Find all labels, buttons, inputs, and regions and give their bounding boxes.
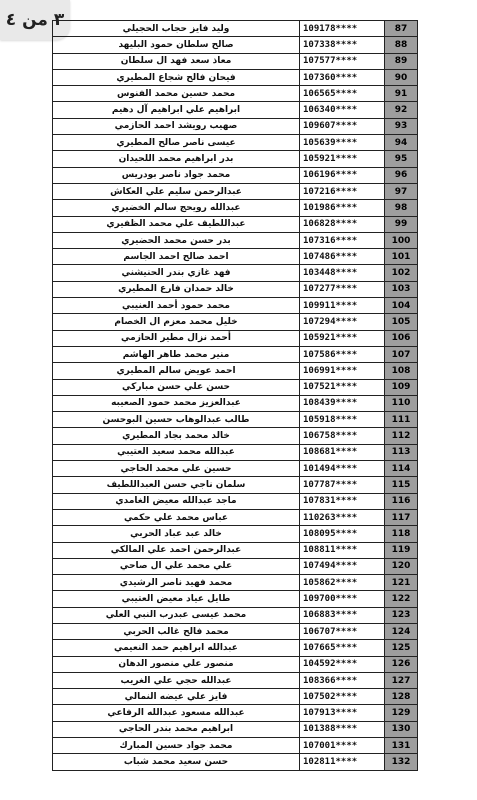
id-cell: 108095**** — [300, 526, 385, 542]
row-number-cell: 119 — [385, 542, 418, 558]
name-cell: عبدالرحمن احمد علي المالكي — [53, 542, 300, 558]
id-cell: 107294**** — [300, 314, 385, 330]
row-number-cell: 91 — [385, 86, 418, 102]
table-row — [53, 265, 418, 281]
id-cell: 107831**** — [300, 493, 385, 509]
row-number-cell: 95 — [385, 151, 418, 167]
name-cell: ابراهيم علي ابراهيم آل دهيم — [53, 102, 300, 118]
name-cell: حسن سعيد محمد شباب — [53, 754, 300, 770]
table-row — [53, 118, 418, 134]
row-number-cell: 105 — [385, 314, 418, 330]
id-cell: 106758**** — [300, 428, 385, 444]
name-cell: محمد فهيد ناصر الرشيدي — [53, 575, 300, 591]
id-cell: 107277**** — [300, 281, 385, 297]
row-number-cell: 115 — [385, 477, 418, 493]
id-cell: 109911**** — [300, 298, 385, 314]
id-cell: 107913**** — [300, 705, 385, 721]
id-cell: 106565**** — [300, 86, 385, 102]
name-cell: محمد عيسى عبدرب النبي العلي — [53, 607, 300, 623]
row-number-cell: 97 — [385, 183, 418, 199]
name-cell: عبدالعزيز محمد حمود الصعيبه — [53, 395, 300, 411]
name-cell: احمد عويض سالم المطيري — [53, 363, 300, 379]
table-row — [53, 509, 418, 525]
table-row — [53, 656, 418, 672]
table-row — [53, 379, 418, 395]
id-cell: 106883**** — [300, 607, 385, 623]
row-number-cell: 103 — [385, 281, 418, 297]
id-cell: 107338**** — [300, 37, 385, 53]
table-row — [53, 623, 418, 639]
name-cell: عبدالله رويحج سالم الخضيري — [53, 200, 300, 216]
name-cell: طايل عياد معيض العتيبي — [53, 591, 300, 607]
table-row — [53, 689, 418, 705]
id-cell: 106340**** — [300, 102, 385, 118]
table-row — [53, 754, 418, 770]
table-row — [53, 200, 418, 216]
names-table — [52, 20, 418, 771]
table-row — [53, 526, 418, 542]
table-row — [53, 135, 418, 151]
row-number-cell: 90 — [385, 69, 418, 85]
row-number-cell: 120 — [385, 558, 418, 574]
row-number-cell: 96 — [385, 167, 418, 183]
row-number-cell: 99 — [385, 216, 418, 232]
name-cell: عبدالله محمد سعيد العتيبي — [53, 444, 300, 460]
id-cell: 108366**** — [300, 672, 385, 688]
id-cell: 101388**** — [300, 721, 385, 737]
id-cell: 107665**** — [300, 640, 385, 656]
name-cell: محمد حسين محمد الفنوس — [53, 86, 300, 102]
row-number-cell: 113 — [385, 444, 418, 460]
table-row — [53, 314, 418, 330]
table-row — [53, 281, 418, 297]
name-cell: عباس محمد علي حكمي — [53, 509, 300, 525]
id-cell: 109607**** — [300, 118, 385, 134]
id-cell: 105639**** — [300, 135, 385, 151]
row-number-cell: 124 — [385, 623, 418, 639]
table-row — [53, 395, 418, 411]
row-number-cell: 98 — [385, 200, 418, 216]
row-number-cell: 125 — [385, 640, 418, 656]
table-row — [53, 183, 418, 199]
table-row — [53, 428, 418, 444]
name-cell: فهد غازي بندر الحنيشني — [53, 265, 300, 281]
table-row — [53, 346, 418, 362]
name-cell: فايز علي عيضه النمالي — [53, 689, 300, 705]
name-cell: عبدالله مسعود عبدالله الرفاعي — [53, 705, 300, 721]
page-indicator: ٣ من ٤ — [0, 0, 70, 40]
row-number-cell: 111 — [385, 412, 418, 428]
row-number-cell: 108 — [385, 363, 418, 379]
table-row — [53, 738, 418, 754]
name-cell: فيحان فالح شجاع المطيري — [53, 69, 300, 85]
id-cell: 103448**** — [300, 265, 385, 281]
id-cell: 107001**** — [300, 738, 385, 754]
table-row — [53, 21, 418, 37]
id-cell: 105921**** — [300, 151, 385, 167]
name-cell: ابراهيم محمد بندر الحاجي — [53, 721, 300, 737]
name-cell: عبدالله حجي علي الغريب — [53, 672, 300, 688]
table-row — [53, 102, 418, 118]
table-row — [53, 330, 418, 346]
id-cell: 108439**** — [300, 395, 385, 411]
row-number-cell: 126 — [385, 656, 418, 672]
row-number-cell: 132 — [385, 754, 418, 770]
name-cell: محمد جواد حسين المبارك — [53, 738, 300, 754]
table-row — [53, 575, 418, 591]
table-row — [53, 151, 418, 167]
name-cell: عبداللطيف علي محمد الظفيري — [53, 216, 300, 232]
row-number-cell: 101 — [385, 249, 418, 265]
name-cell: احمد صالح احمد الجاسم — [53, 249, 300, 265]
id-cell: 106196**** — [300, 167, 385, 183]
id-cell: 107360**** — [300, 69, 385, 85]
table-row — [53, 298, 418, 314]
name-cell: حسين علي محمد الحاجي — [53, 461, 300, 477]
name-cell: خالد عبد عباد الحربي — [53, 526, 300, 542]
row-number-cell: 123 — [385, 607, 418, 623]
id-cell: 105918**** — [300, 412, 385, 428]
id-cell: 106707**** — [300, 623, 385, 639]
id-cell: 109700**** — [300, 591, 385, 607]
id-cell: 102811**** — [300, 754, 385, 770]
table-row — [53, 363, 418, 379]
table-row — [53, 53, 418, 69]
table-row — [53, 640, 418, 656]
table-row — [53, 705, 418, 721]
name-cell: معاذ سعد فهد ال سلطان — [53, 53, 300, 69]
name-cell: علي محمد علي ال صاحي — [53, 558, 300, 574]
table-row — [53, 461, 418, 477]
row-number-cell: 107 — [385, 346, 418, 362]
row-number-cell: 89 — [385, 53, 418, 69]
name-cell: ماجد عبدالله معيض الغامدي — [53, 493, 300, 509]
name-cell: عيسى ناصر صالح المطيري — [53, 135, 300, 151]
id-cell: 101986**** — [300, 200, 385, 216]
name-cell: محمد فالح غالب الحربي — [53, 623, 300, 639]
table-row — [53, 477, 418, 493]
name-cell: عبدالرحمن سليم علي العكاش — [53, 183, 300, 199]
row-number-cell: 104 — [385, 298, 418, 314]
id-cell: 101494**** — [300, 461, 385, 477]
table-row — [53, 412, 418, 428]
table-row — [53, 542, 418, 558]
row-number-cell: 118 — [385, 526, 418, 542]
name-cell: محمد جواد ناصر بودريس — [53, 167, 300, 183]
row-number-cell: 121 — [385, 575, 418, 591]
name-cell: عبدالله ابراهيم حمد النعيمي — [53, 640, 300, 656]
table-row — [53, 721, 418, 737]
names-table-body — [53, 21, 418, 771]
id-cell: 107316**** — [300, 232, 385, 248]
table-row — [53, 444, 418, 460]
row-number-cell: 117 — [385, 509, 418, 525]
table-row — [53, 86, 418, 102]
row-number-cell: 114 — [385, 461, 418, 477]
id-cell: 105921**** — [300, 330, 385, 346]
table-row — [53, 216, 418, 232]
row-number-cell: 106 — [385, 330, 418, 346]
table-row — [53, 493, 418, 509]
name-cell: وليد فايز حجاب الحجيلي — [53, 21, 300, 37]
name-cell: صهيب رويشد احمد الحازمي — [53, 118, 300, 134]
row-number-cell: 127 — [385, 672, 418, 688]
id-cell: 107502**** — [300, 689, 385, 705]
row-number-cell: 128 — [385, 689, 418, 705]
table-row — [53, 37, 418, 53]
name-cell: محمد حمود أحمد العنيبي — [53, 298, 300, 314]
name-cell: صالح سلطان حمود البليهد — [53, 37, 300, 53]
name-cell: سلمان ناجي حسن العبداللطيف — [53, 477, 300, 493]
row-number-cell: 87 — [385, 21, 418, 37]
row-number-cell: 129 — [385, 705, 418, 721]
id-cell: 107486**** — [300, 249, 385, 265]
id-cell: 104592**** — [300, 656, 385, 672]
table-row — [53, 672, 418, 688]
id-cell: 107586**** — [300, 346, 385, 362]
row-number-cell: 112 — [385, 428, 418, 444]
table-row — [53, 167, 418, 183]
row-number-cell: 88 — [385, 37, 418, 53]
id-cell: 107577**** — [300, 53, 385, 69]
name-cell: أحمد نزال مطير الحازمي — [53, 330, 300, 346]
table-row — [53, 249, 418, 265]
row-number-cell: 92 — [385, 102, 418, 118]
id-cell: 107521**** — [300, 379, 385, 395]
name-cell: بدر حسن محمد الحضيري — [53, 232, 300, 248]
id-cell: 106991**** — [300, 363, 385, 379]
name-cell: خالد محمد بجاد المطيري — [53, 428, 300, 444]
id-cell: 106828**** — [300, 216, 385, 232]
row-number-cell: 93 — [385, 118, 418, 134]
id-cell: 107494**** — [300, 558, 385, 574]
name-cell: حسن علي حسن مباركي — [53, 379, 300, 395]
row-number-cell: 110 — [385, 395, 418, 411]
name-cell: خالد حمدان فارع المطيري — [53, 281, 300, 297]
table-row — [53, 558, 418, 574]
table-row — [53, 232, 418, 248]
id-cell: 107216**** — [300, 183, 385, 199]
name-cell: خليل محمد معزم ال الخصام — [53, 314, 300, 330]
row-number-cell: 116 — [385, 493, 418, 509]
name-cell: بدر ابراهيم محمد اللحيدان — [53, 151, 300, 167]
row-number-cell: 100 — [385, 232, 418, 248]
id-cell: 105862**** — [300, 575, 385, 591]
row-number-cell: 102 — [385, 265, 418, 281]
row-number-cell: 94 — [385, 135, 418, 151]
name-cell: منصور علي منصور الدهان — [53, 656, 300, 672]
row-number-cell: 130 — [385, 721, 418, 737]
table-row — [53, 607, 418, 623]
table-row — [53, 69, 418, 85]
table-row — [53, 591, 418, 607]
name-cell: منير محمد طاهر الهاشم — [53, 346, 300, 362]
id-cell: 107787**** — [300, 477, 385, 493]
name-cell: طالب عبدالوهاب حسين البوحسن — [53, 412, 300, 428]
row-number-cell: 122 — [385, 591, 418, 607]
id-cell: 108681**** — [300, 444, 385, 460]
row-number-cell: 109 — [385, 379, 418, 395]
id-cell: 108811**** — [300, 542, 385, 558]
id-cell: 109178**** — [300, 21, 385, 37]
id-cell: 110263**** — [300, 509, 385, 525]
row-number-cell: 131 — [385, 738, 418, 754]
